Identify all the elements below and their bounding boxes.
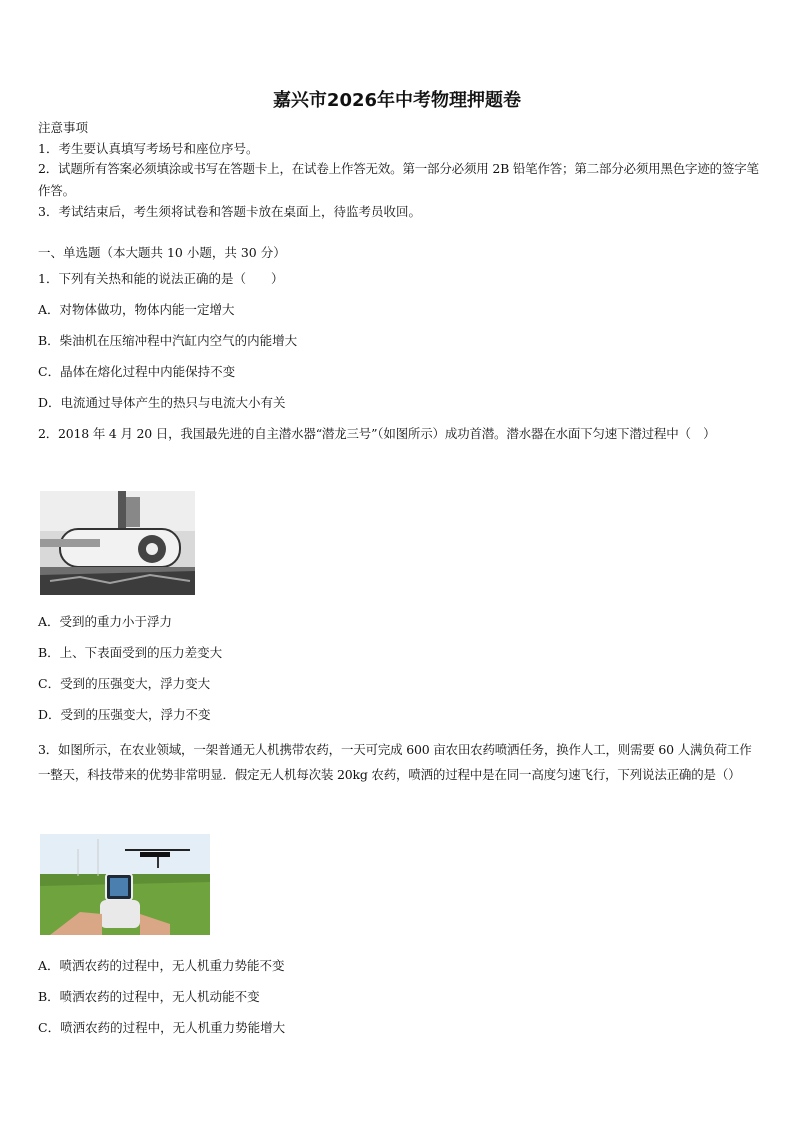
section-heading: 一、单选题（本大题共 10 小题，共 30 分） <box>38 245 286 260</box>
question-2-option-a: A．受到的重力小于浮力 <box>38 614 173 629</box>
question-3-option-b: B．喷洒农药的过程中，无人机动能不变 <box>38 989 260 1004</box>
question-3-option-c: C．喷洒农药的过程中，无人机重力势能增大 <box>38 1020 286 1035</box>
question-1-stem: 1．下列有关热和能的说法正确的是（ ） <box>38 271 284 286</box>
question-3-option-a: A．喷洒农药的过程中，无人机重力势能不变 <box>38 958 285 973</box>
question-2-option-b: B．上、下表面受到的压力差变大 <box>38 645 223 660</box>
question-1-option-d: D．电流通过导体产生的热只与电流大小有关 <box>38 395 286 410</box>
question-1-option-c: C．晶体在熔化过程中内能保持不变 <box>38 364 236 379</box>
question-1-option-b: B．柴油机在压缩冲程中汽缸内空气的内能增大 <box>38 333 298 348</box>
notice-item-1: 1．考生要认真填写考场号和座位序号。 <box>38 141 259 156</box>
drone-photo <box>40 834 210 935</box>
submarine-photo <box>40 491 195 595</box>
notice-item-3: 3．考试结束后，考生须将试卷和答题卡放在桌面上，待监考员收回。 <box>38 204 421 219</box>
question-2-stem: 2．2018 年 4 月 20 日，我国最先进的自主潜水器“潜龙三号”（如图所示）成功首潜。潜水器在水面下匀速下潜过程中（ ） <box>38 426 716 441</box>
question-2-option-d: D．受到的压强变大，浮力不变 <box>38 707 211 722</box>
notice-item-2: 2．试题所有答案必须填涂或书写在答题卡上，在试卷上作答无效。第一部分必须用 2B 铅笔作答；第二部分必须用黑色字迹的签字笔作答。 <box>38 161 759 198</box>
question-2-option-c: C．受到的压强变大，浮力变大 <box>38 676 211 691</box>
notice-heading: 注意事项 <box>38 120 89 135</box>
page-title: 嘉兴市2026年中考物理押题卷 <box>272 90 522 111</box>
question-3-stem: 3．如图所示，在农业领域，一架普通无人机携带农药，一天可完成 600 亩农田农药喷洒任务，换作人工，则需要 60 人满负荷工作一整天，科技带来的优势非常明显．假定无人机每次装 20kg 农药，喷洒的过程中是在同一高度匀速飞行，下列说法正确的是（） <box>38 742 752 782</box>
question-1-option-a: A．对物体做功，物体内能一定增大 <box>38 302 235 317</box>
